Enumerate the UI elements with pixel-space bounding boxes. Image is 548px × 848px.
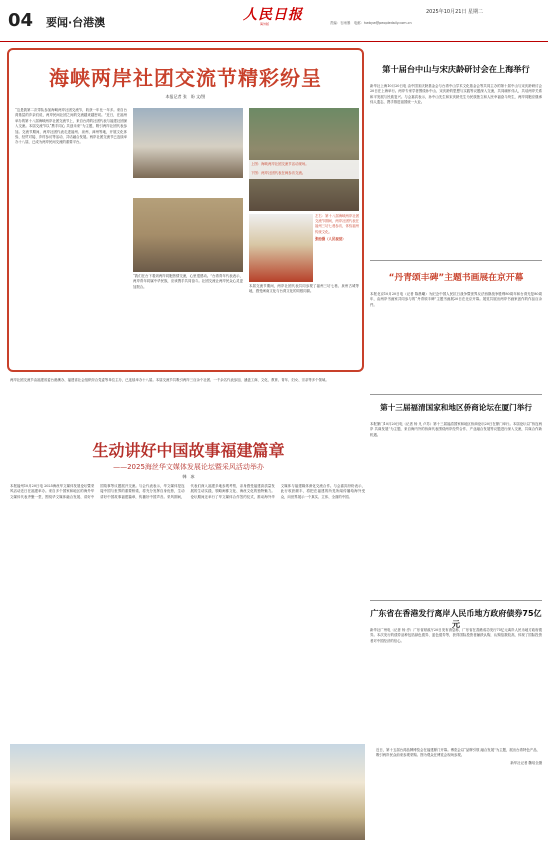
article2-body: 本报北京10月20日电（记者 陈晨曦）为纪念中国人民抗日战争暨世界反法西斯战争胜利80周年和台湾光复80周年，由两岸书画家共同参与的“丹青颂丰碑”主题书画展20日在北京开幕。展览共展出两岸书画家创作的作品百余件。	[370, 292, 542, 307]
lead-photo-small	[249, 214, 313, 282]
photo-caption-top: 上图：海峡两岸社团交流节活动现场。	[249, 160, 359, 169]
bottom-article-body: 本报福州10月20日电 2025海丝华文媒体发展论坛暨采风活动近日在福建举办。来自多个国家和地区的海外华文媒体代表齐聚一堂，围绕华文媒体融合发展、讲好中国故事等议题展开交流。与会代表表示，华文媒体是连接中国与世界的重要桥梁，将充分发挥自身优势，生动讲好中国故事福建篇章，传播好中国声音。采风期间，代表们深入福建多地参观考察，亲身感受福建高质量发展的生动实践，领略闽都文化、海丝文化的独特魅力。论坛期间还举行了华文媒体合作签约仪式，推动海外华文媒体与福建媒体深化交流合作。与会嘉宾纷纷表示，此行收获颇丰，将把在福建的所见所闻传播给海外受众，向世界展示一个真实、立体、全面的中国。	[10, 484, 365, 499]
lead-body-col3: 本届交流节期间，两岸社团代表共同参观了福州三坊七巷、泉州古城等地，感受闽南文化与台湾文化的同根同源。	[249, 284, 359, 294]
photo-credit: 张盼摄（人民视觉）	[315, 236, 346, 241]
article4-body: 新华社广州电（记者 杨 淳）广东省财政厅20日发布消息称，广东省在香港成功发行75亿元离岸人民币地方政府债券。本次发行的债券品种包括绿色债券、蓝色债券等，获得国际投资者踊跃认购，认购倍数较高，体现了国际投资者对中国经济的信心。	[370, 628, 542, 643]
article1-headline: 第十届台中山与宋庆龄研讨会在上海举行	[382, 64, 530, 74]
lead-body-col1: “这是我第二次带队参加海峡两岸社团交流节，收获一年比一年多。来自台湾基层的乡亲们说，两岸民间社团之间的交流越来越密切。”近日，在福州举办的第十八届海峡两岸社团交流节上，来自台湾的社团代表与福建社团深入交流。本届交流节以“携手同心 共创未来”为主题，吸引两岸社团代表参加。交流节期间，两岸社团代表走进福州、泉州、漳州等地，开展文化体验、经贸对接、乡村参访等活动，共话融合发展。两岸社团交流节已连续举办十八届，已成为两岸民间交流的重要平台。	[15, 108, 127, 145]
bottom-author: 韩 冰	[182, 474, 195, 479]
newspaper-logo: 人民日报	[243, 7, 303, 23]
divider	[370, 260, 542, 261]
bottom-headline: 生动讲好中国故事福建篇章	[92, 441, 285, 460]
divider	[370, 394, 542, 395]
footer-credit: 新华社记者 魏培全摄	[510, 760, 542, 765]
article3-body: 本报厦门10月20日电（记者 杨 凡 卢苏）第十三届福清国家和地区侨商论坛20日在厦门举行。本届论坛以“侨连两岸 共谋发展”为主题，来自海内外的侨商代表围绕两岸经贸合作、产业融合发展等议题进行深入交流，共谋合作新机遇。	[370, 422, 542, 437]
mid-article-text: 两岸社团交流节由福建省委台港澳办、福建省社会组织综合党委等单位主办，已连续举办十八届。本届交流节共吸引两岸三百余个社团、一千余名代表参加，涵盖工商、文化、教育、青年、妇女、宗亲等多个领域。	[10, 378, 329, 382]
bottom-subheadline: ——2025海丝华文媒体发展论坛暨采风活动举办	[113, 463, 264, 471]
section-name: 要闻·台港澳	[46, 16, 106, 29]
article3-headline: 第十三届福清国家和地区侨商论坛在厦门举行	[380, 403, 532, 412]
article4-headline: 广东省在香港发行离岸人民币地方政府债券75亿元	[370, 609, 542, 629]
logo-subtitle: 海外版	[260, 22, 270, 26]
footer-caption-text: 近日，第十五届台湾品牌博览会在福建厦门开幕。博览会以“品牌引领 融合发展”为主题，展出台湾特色产品，吸引两岸民众前来参观采购。图为观众在博览会现场参观。	[376, 748, 540, 758]
lead-headline: 海峡两岸社团交流节精彩纷呈	[49, 66, 322, 90]
footer-photo-block	[0, 744, 548, 848]
lead-body-col2: “我们在台下看到两岸同胞热情交流，心里很感动。”台湾青年代表表示，两岸青年同属中华民族，应该携手共同奋斗。社团交流让两岸民众心灵更加契合。	[133, 274, 243, 289]
photo-caption-bottom: 下图：两岸社团代表在闽参访交流。	[249, 169, 359, 178]
masthead	[0, 0, 548, 42]
lead-photo-small-caption	[315, 214, 361, 282]
lead-article-box	[7, 48, 364, 372]
right-column	[370, 48, 542, 738]
footer-caption	[376, 748, 542, 836]
photo-small-caption-text: 左右：第十八届海峡两岸社团交流节期间，两岸社团代表在福州三坊七巷参访，体验福州传统文化。	[315, 214, 360, 234]
editors-line: 责编：石雨墨 电邮：hwbyw@peopledaily.com.cn	[330, 21, 412, 25]
lead-photo-bottom	[133, 198, 243, 272]
divider	[370, 600, 542, 601]
article1-body: 新华社上海10月20日电 由中国宋庆龄基金会与台湾中山学术文化基金会等共同主办的第十届中山与宋庆龄研讨会20日在上海举行。两岸专家学者围绕孙中山、宋庆龄的思想与实践等议题深入交流，共同缅怀伟人，共话两岸关系和平发展与民族复兴。与会嘉宾表示，孙中山先生和宋庆龄先生为民族独立和人民幸福奋斗终生，两岸同胞应继承伟人遗志，携手推进祖国统一大业。	[370, 84, 542, 105]
article2-headline: “丹青颂丰碑”主题书画展在京开幕	[388, 273, 524, 283]
lead-byline: 本报记者 张 盼 文/图	[165, 94, 206, 99]
lead-photo-captions	[249, 160, 359, 210]
issue-date: 2025年10月21日 星期二	[426, 9, 484, 15]
lead-photo-top	[133, 108, 243, 178]
page-number: 04	[8, 10, 34, 31]
footer-photo	[10, 744, 365, 840]
